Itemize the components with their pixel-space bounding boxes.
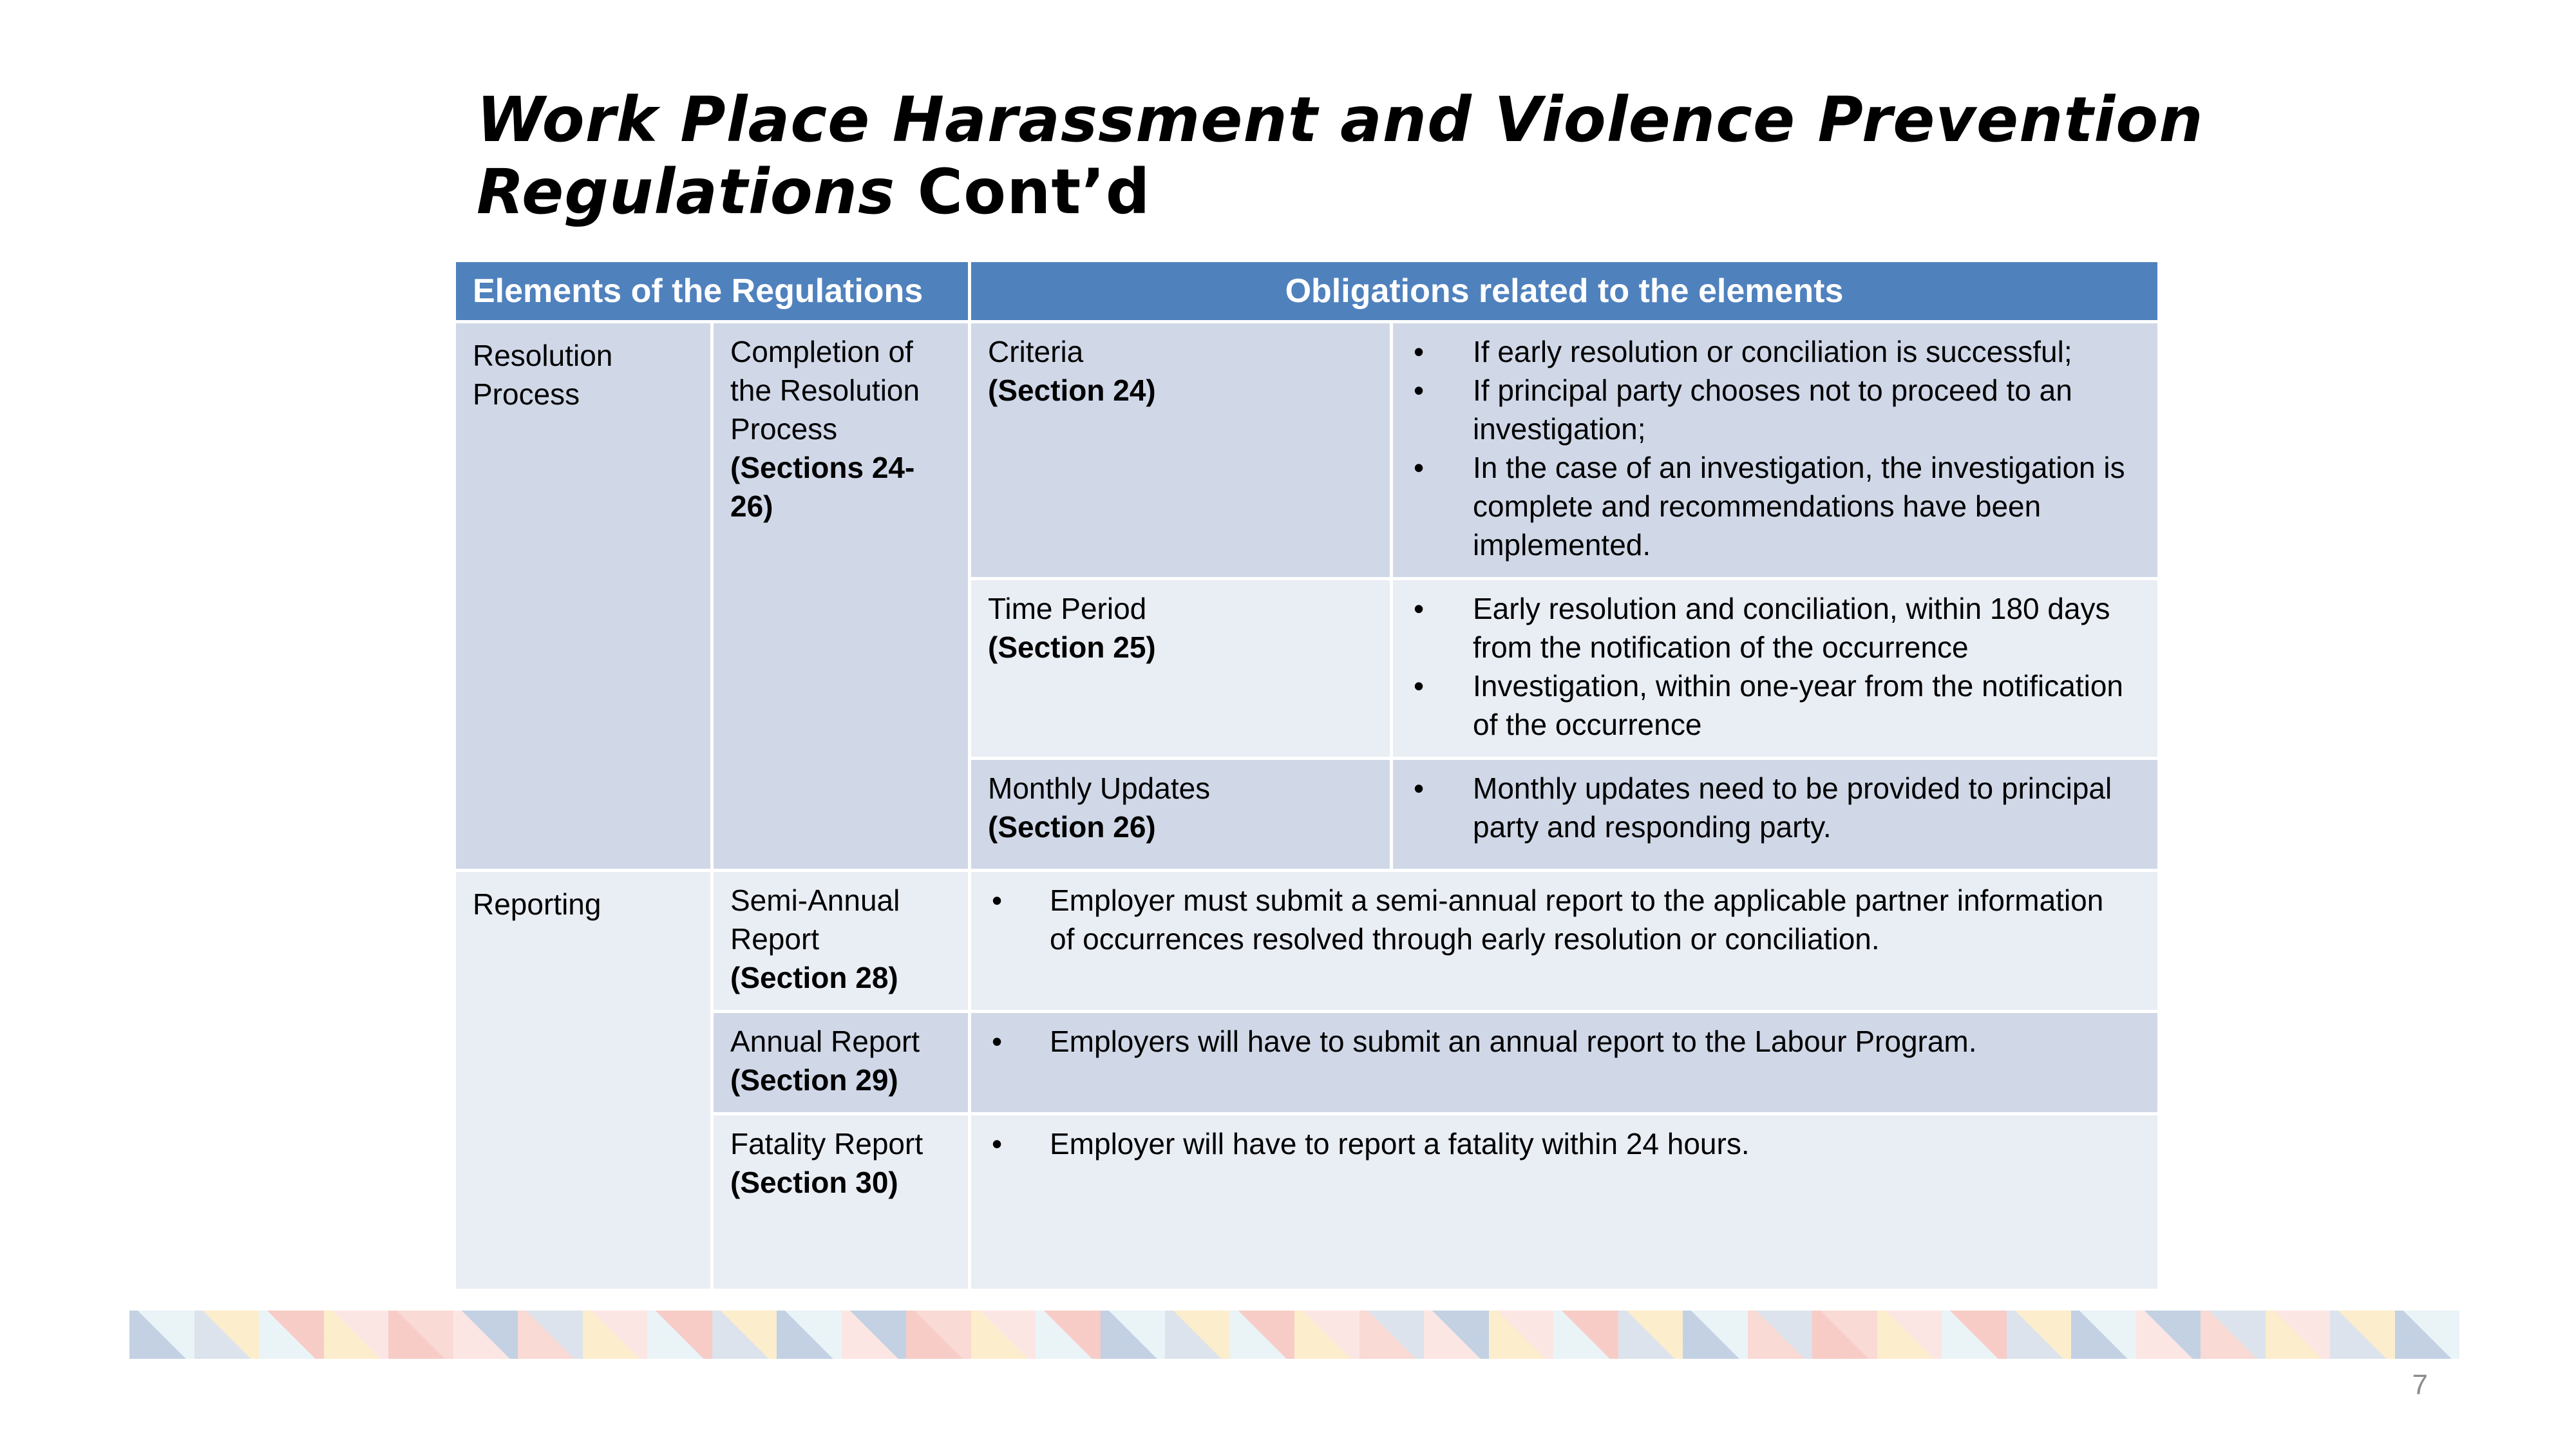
sub-element-section: (Sections 24-26) [730, 451, 915, 523]
strip-triangle [1618, 1311, 1683, 1359]
strip-triangle [1165, 1311, 1230, 1359]
time-period-cell [970, 579, 1392, 759]
strip-triangle [2071, 1311, 2136, 1359]
row-section: (Section 30) [730, 1166, 898, 1199]
strip-triangle [971, 1311, 1036, 1359]
strip-triangle [906, 1311, 971, 1359]
page-number: 7 [2412, 1369, 2428, 1401]
strip-triangle [324, 1311, 389, 1359]
strip-triangle [1036, 1311, 1101, 1359]
row-section: (Section 26) [988, 810, 1156, 844]
sub-element-name: Completion of the Resolution Process [730, 335, 920, 446]
strip-triangle [1877, 1311, 1942, 1359]
strip-triangle [259, 1311, 324, 1359]
list-item: • Employer will have to report a fatality within 24 hours. [988, 1124, 2141, 1163]
strip-triangle [842, 1311, 907, 1359]
strip-triangle [2136, 1311, 2201, 1359]
strip-triangle [1101, 1311, 1166, 1359]
row-name: Monthly Updates [988, 772, 1211, 805]
table-header-row [455, 261, 2159, 322]
annual-report-obligations [970, 1012, 2159, 1114]
strip-triangle [2007, 1311, 2072, 1359]
row-name: Fatality Report [730, 1127, 923, 1160]
fatality-report-cell [712, 1114, 970, 1291]
criteria-obligations [1392, 322, 2159, 579]
element-reporting: Reporting [455, 871, 712, 1291]
slide-title-suffix: Cont’d [895, 156, 1151, 229]
strip-triangle [1424, 1311, 1489, 1359]
strip-triangle [583, 1311, 648, 1359]
list-item: • If principal party chooses not to proceed to an investigation; [1410, 371, 2141, 448]
row-name: Criteria [988, 335, 1084, 368]
strip-triangle [2330, 1311, 2395, 1359]
slide-title [477, 84, 2215, 229]
strip-triangle [129, 1311, 194, 1359]
slide-title-italic: Work Place Harassment and Violence Prevention Regulations [477, 84, 2204, 229]
time-period-obligations [1392, 579, 2159, 759]
strip-triangle [388, 1311, 453, 1359]
list-item: • Employers will have to submit an annual report to the Labour Program. [988, 1022, 2141, 1061]
strip-triangle [1942, 1311, 2007, 1359]
strip-triangle [453, 1311, 518, 1359]
table-row [455, 322, 2159, 579]
strip-triangle [1230, 1311, 1295, 1359]
strip-triangle [1489, 1311, 1554, 1359]
strip-triangle [712, 1311, 777, 1359]
row-name: Annual Report [730, 1025, 920, 1058]
strip-triangle [2266, 1311, 2331, 1359]
strip-triangle [1683, 1311, 1748, 1359]
decorative-triangle-strip [129, 1311, 2459, 1359]
table-row [455, 871, 2159, 1012]
strip-triangle [1553, 1311, 1618, 1359]
row-name: Time Period [988, 592, 1147, 625]
sub-element-completion [712, 322, 970, 871]
strip-triangle [518, 1311, 583, 1359]
semi-annual-cell [712, 871, 970, 1012]
strip-triangle [1748, 1311, 1813, 1359]
strip-triangle [194, 1311, 260, 1359]
list-item: • Monthly updates need to be provided to principal party and responding party. [1410, 769, 2141, 846]
list-item: • Employer must submit a semi-annual report to the applicable partner information of occurrences resolved through early resolution or conciliation. [988, 881, 2115, 958]
row-name: Semi-Annual Report [730, 884, 900, 956]
criteria-cell [970, 322, 1392, 579]
strip-triangle [1294, 1311, 1359, 1359]
list-item: • If early resolution or conciliation is successful; [1410, 332, 2141, 371]
strip-triangle [2395, 1311, 2460, 1359]
header-obligations: Obligations related to the elements [970, 261, 2159, 322]
semi-annual-obligations [970, 871, 2159, 1012]
monthly-updates-obligations [1392, 759, 2159, 871]
strip-triangle [1359, 1311, 1425, 1359]
strip-triangle [1812, 1311, 1877, 1359]
fatality-report-obligations [970, 1114, 2159, 1291]
list-item: • Investigation, within one-year from the notification of the occurrence [1410, 667, 2141, 744]
row-section: (Section 29) [730, 1063, 898, 1097]
row-section: (Section 28) [730, 961, 898, 994]
row-section: (Section 24) [988, 374, 1156, 407]
header-elements: Elements of the Regulations [455, 261, 970, 322]
list-item: • In the case of an investigation, the investigation is complete and recommendations have been implemented. [1410, 448, 2141, 564]
regulations-table [453, 259, 2161, 1292]
annual-report-cell [712, 1012, 970, 1114]
row-section: (Section 25) [988, 630, 1156, 664]
element-resolution-process: Resolution Process [455, 322, 712, 871]
strip-triangle [2201, 1311, 2266, 1359]
strip-triangle [777, 1311, 842, 1359]
list-item: • Early resolution and conciliation, within 180 days from the notification of the occurrence [1410, 589, 2141, 667]
strip-triangle [647, 1311, 712, 1359]
monthly-updates-cell [970, 759, 1392, 871]
